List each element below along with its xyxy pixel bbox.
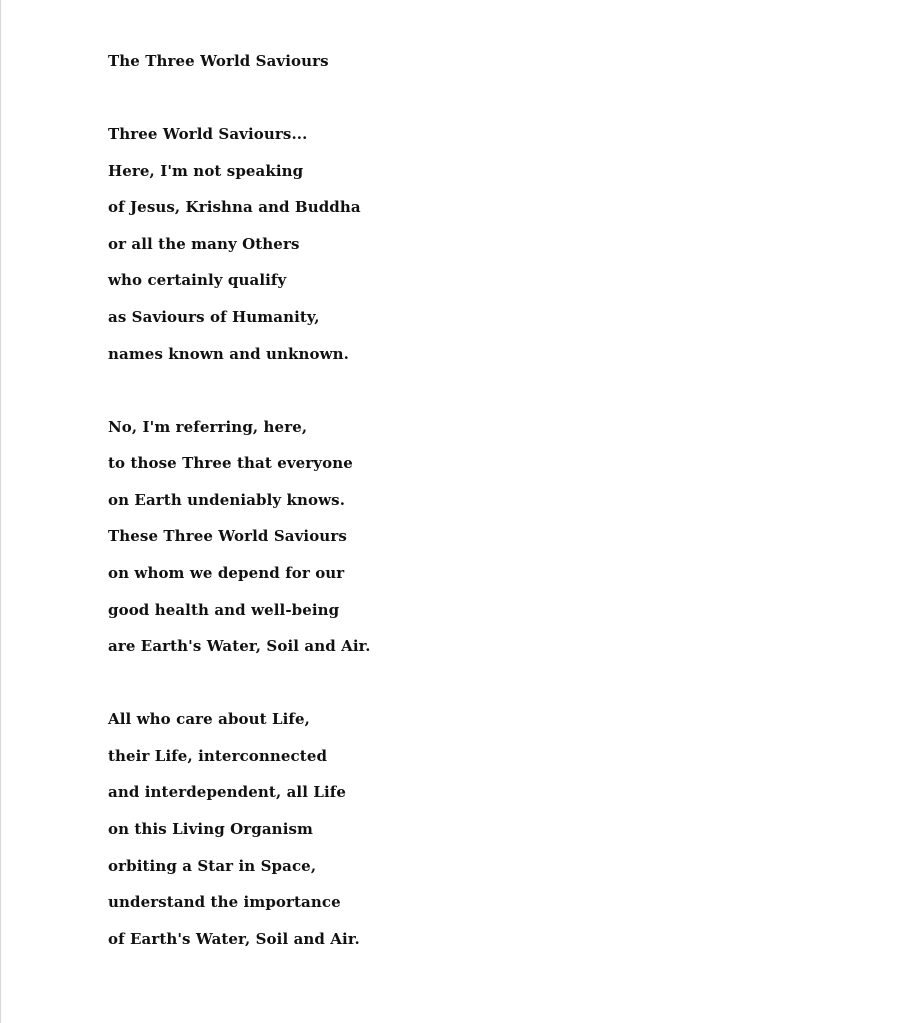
poem-line: are Earth's Water, Soil and Air. — [108, 637, 371, 656]
poem-line: names known and unknown. — [108, 344, 349, 363]
poem-line: on Earth undeniably knows. — [108, 490, 346, 509]
poem-line: of Earth's Water, Soil and Air. — [108, 929, 360, 948]
poem-line: These Three World Saviours — [108, 527, 347, 546]
stanza-3 — [108, 707, 371, 951]
poem-line: Here, I'm not speaking — [108, 161, 304, 180]
poem-line: Three World Saviours... — [108, 125, 308, 143]
poem — [108, 49, 371, 951]
poem-line: to those Three that everyone — [108, 454, 353, 473]
poem-line: as Saviours of Humanity, — [108, 307, 320, 326]
poem-line: good health and well-being — [108, 600, 340, 619]
poem-line: and interdependent, all Life — [108, 783, 346, 802]
stanza-2 — [108, 415, 371, 659]
poem-line: No, I'm referring, here, — [108, 417, 308, 436]
stanza-1 — [108, 122, 371, 366]
poem-line: understand the importance — [108, 893, 341, 912]
poem-line: their Life, interconnected — [108, 746, 328, 765]
poem-line: of Jesus, Krishna and Buddha — [108, 198, 361, 217]
poem-line: All who care about Life, — [108, 710, 310, 729]
poem-line: who certainly qualify — [108, 271, 287, 290]
poem-line: on this Living Organism — [108, 819, 314, 838]
poem-line: orbiting a Star in Space, — [108, 856, 317, 875]
poem-title: The Three World Saviours — [108, 52, 329, 70]
poem-line: on whom we depend for our — [108, 563, 345, 582]
poem-line: or all the many Others — [108, 234, 300, 253]
